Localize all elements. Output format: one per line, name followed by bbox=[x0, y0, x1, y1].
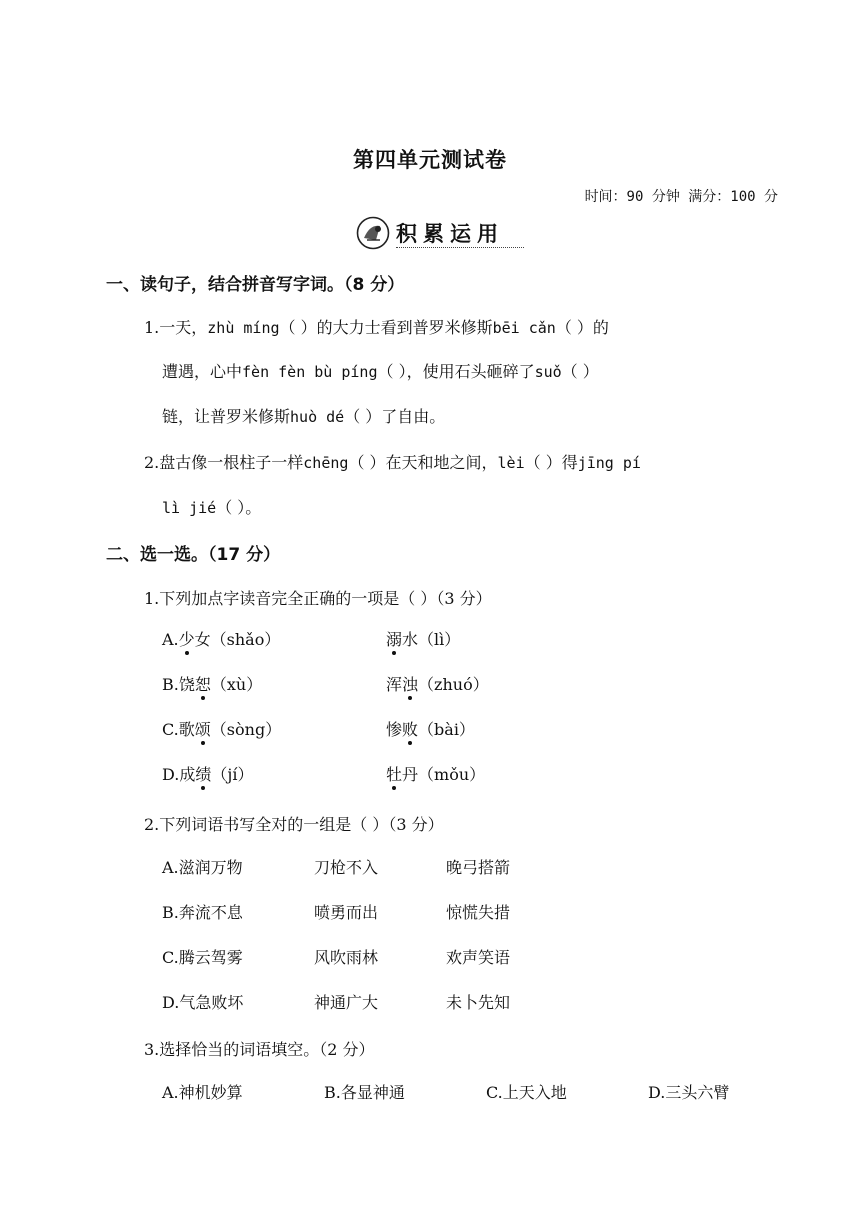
option-letter: A. bbox=[162, 630, 179, 649]
text: （ ）了自由。 bbox=[344, 407, 446, 426]
q2-option-b-2: 喷勇而出 bbox=[314, 903, 379, 922]
q2-option-d-2: 神通广大 bbox=[314, 993, 379, 1012]
text: 女（shǎo） bbox=[194, 630, 281, 649]
option-a bbox=[162, 627, 280, 650]
q2-option-a-3: 晚弓搭箭 bbox=[446, 858, 511, 877]
option-c-word-2 bbox=[386, 717, 475, 740]
pinyin: chēng bbox=[303, 454, 349, 472]
q1-line-3 bbox=[162, 404, 445, 427]
q2-option-a-1: A.滋润万物 bbox=[162, 858, 243, 877]
option-c bbox=[162, 717, 281, 740]
text: （ ） bbox=[561, 362, 599, 381]
text: 1.一天， bbox=[144, 318, 208, 337]
q2-option-b-3: 惊慌失措 bbox=[446, 903, 511, 922]
pinyin: fèn fèn bù píng bbox=[242, 363, 378, 381]
text: （sòng） bbox=[210, 720, 282, 739]
q2-option-c-2: 风吹雨林 bbox=[314, 948, 379, 967]
choice-b: B.各显神通 bbox=[324, 1083, 405, 1102]
q2-option-d-1: D.气急败坏 bbox=[162, 993, 244, 1012]
text: 歌 bbox=[178, 720, 195, 739]
s2-q2-options bbox=[162, 855, 762, 1035]
text: （ ）得 bbox=[524, 453, 578, 472]
text: 链，让普罗米修斯 bbox=[162, 407, 291, 426]
pinyin: bēi cǎn bbox=[492, 319, 556, 337]
s2-q2-prompt: 2.下列词语书写全对的一组是（ ）（3 分） bbox=[144, 815, 444, 834]
q2-option-a-2: 刀枪不入 bbox=[314, 858, 379, 877]
q2-option-c-3: 欢声笑语 bbox=[446, 948, 511, 967]
section-1-heading: 一、读句子，结合拼音写字词。（8 分） bbox=[106, 275, 405, 295]
text: （ ）。 bbox=[216, 498, 262, 517]
pinyin: huò dé bbox=[290, 408, 345, 426]
text: 水（lì） bbox=[402, 630, 461, 649]
text: 丹（mǒu） bbox=[402, 765, 486, 784]
option-a-word-2 bbox=[386, 627, 460, 650]
choice-d: D.三头六臂 bbox=[648, 1083, 730, 1102]
dotted-char: 败 bbox=[402, 720, 419, 739]
text: 遭遇，心中 bbox=[162, 362, 243, 381]
text: （jí） bbox=[211, 765, 254, 784]
text: （ ）的 bbox=[555, 318, 609, 337]
page-title: 第四单元测试卷 bbox=[353, 148, 507, 172]
text: 成 bbox=[179, 765, 196, 784]
option-letter: B. bbox=[162, 675, 179, 694]
text: 惨 bbox=[386, 720, 403, 739]
pinyin: lì jié bbox=[162, 499, 217, 517]
text: （ ），使用石头砸碎了 bbox=[377, 362, 535, 381]
choice-a: A.神机妙算 bbox=[162, 1083, 243, 1102]
q1-line-2 bbox=[162, 359, 599, 382]
dotted-char: 颂 bbox=[194, 720, 211, 739]
q2-option-c-1: C.腾云驾雾 bbox=[162, 948, 243, 967]
dotted-char: 溺 bbox=[386, 630, 403, 649]
q2-line-1 bbox=[144, 450, 641, 473]
s2-q3-choices bbox=[162, 1080, 802, 1110]
option-d-word-2 bbox=[386, 762, 485, 785]
book-icon bbox=[356, 216, 390, 250]
q2-line-2 bbox=[162, 495, 261, 518]
choice-c: C.上天入地 bbox=[486, 1083, 567, 1102]
banner-title: 积累运用 bbox=[396, 222, 504, 246]
time-score-info: 时间：90 分钟 满分：100 分 bbox=[584, 189, 778, 205]
option-letter: C. bbox=[162, 720, 179, 739]
option-d bbox=[162, 762, 253, 785]
dotted-char: 恕 bbox=[194, 675, 211, 694]
pinyin: jīng pí bbox=[577, 454, 641, 472]
dotted-char: 绩 bbox=[195, 765, 212, 784]
text: （bài） bbox=[418, 720, 475, 739]
text: （ ）在天和地之间， bbox=[348, 453, 498, 472]
s2-q1-options bbox=[162, 627, 762, 807]
section-2-heading: 二、选一选。（17 分） bbox=[106, 545, 281, 565]
pinyin: suǒ bbox=[534, 363, 562, 381]
banner-underline bbox=[396, 247, 524, 248]
pinyin: lèi bbox=[497, 454, 525, 472]
text: 浑 bbox=[386, 675, 403, 694]
text: 饶 bbox=[178, 675, 195, 694]
s2-q1-prompt: 1.下列加点字读音完全正确的一项是（ ）（3 分） bbox=[144, 589, 492, 608]
dotted-char: 牡 bbox=[386, 765, 403, 784]
dotted-char: 少 bbox=[178, 630, 195, 649]
dotted-char: 浊 bbox=[402, 675, 419, 694]
text: （ ）的大力士看到普罗米修斯 bbox=[279, 318, 493, 337]
option-b-word-2 bbox=[386, 672, 489, 695]
text: （zhuó） bbox=[418, 675, 489, 694]
text: 2.盘古像一根柱子一样 bbox=[144, 453, 304, 472]
q2-option-d-3: 未卜先知 bbox=[446, 993, 511, 1012]
s2-q3-prompt: 3.选择恰当的词语填空。（2 分） bbox=[144, 1040, 375, 1059]
option-b bbox=[162, 672, 262, 695]
option-letter: D. bbox=[162, 765, 180, 784]
q1-line-1 bbox=[144, 315, 609, 338]
text: （xù） bbox=[210, 675, 263, 694]
pinyin: zhù míng bbox=[207, 319, 280, 337]
q2-option-b-1: B.奔流不息 bbox=[162, 903, 243, 922]
